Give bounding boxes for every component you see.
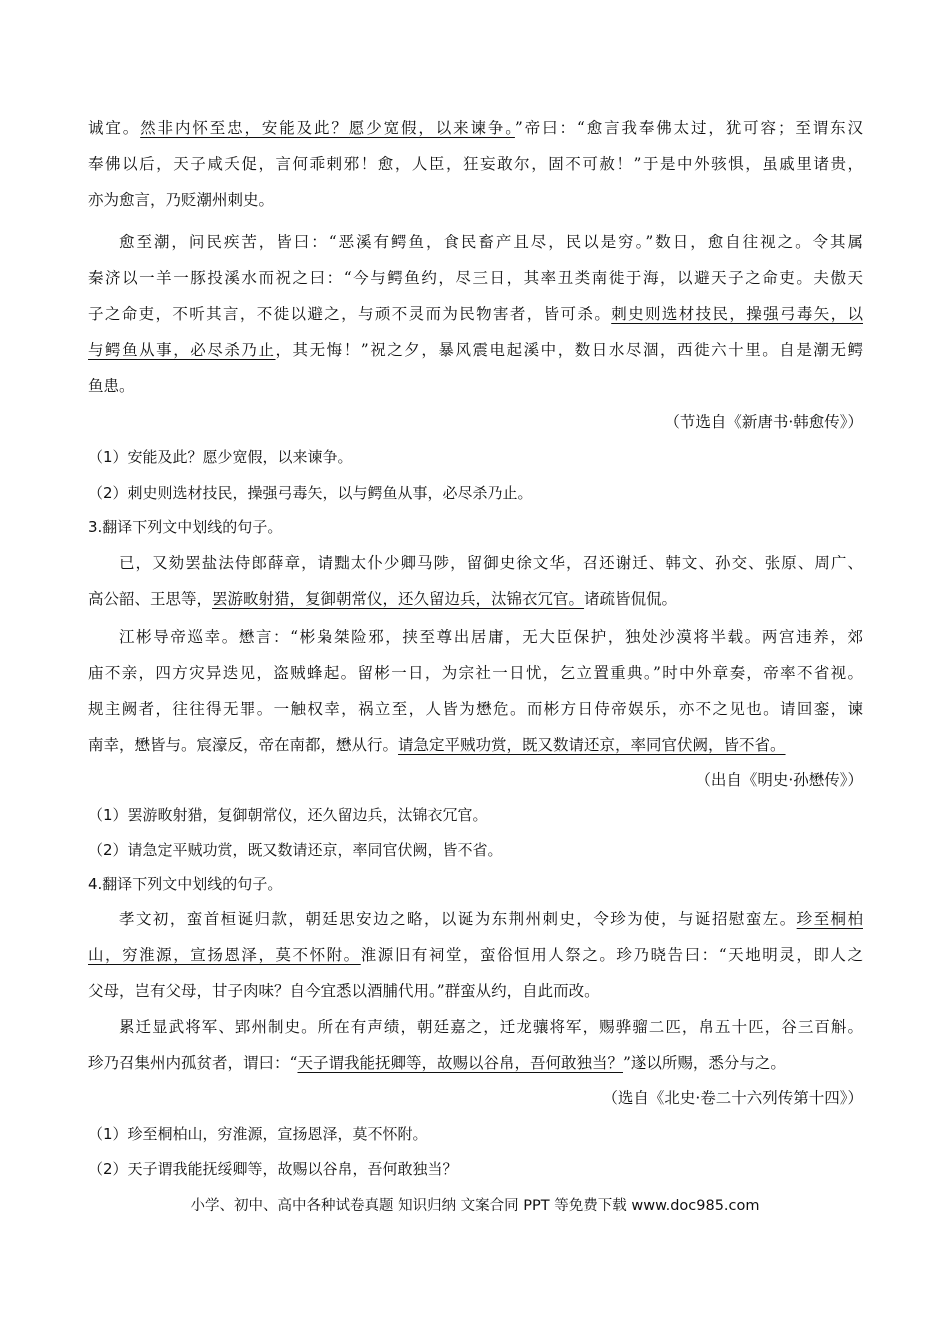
text-line: 父母，岂有父母，甘子肉味？自今宜悉以酒脯代用。”群蛮从约，自此而改。 [88,982,600,1000]
question-heading: 3.翻译下列文中划线的句子。 [88,518,283,536]
text-line: 累迁显武将军、郢州制史。所在有声绩，朝廷嘉之，迁龙骧将军，赐骅骝二匹，帛五十匹，谷三百斛。 [119,1018,863,1036]
answer-line: （2）天子谓我能抚绥卿等，故赐以谷帛，吾何敢独当？ [88,1160,458,1178]
text-line: 孝文初，蛮首桓诞归款，朝廷思安边之略，以诞为东荆州刺史，令珍为使，与诞招慰蛮左。珍至桐柏 [119,910,863,928]
source-citation: （出自《明史·孙懋传》） [695,771,863,789]
answer-line: （1）罢游畋射猎，复御朝常仪，还久留边兵，汰锦衣冗官。 [88,806,488,824]
text-line: 亦为愈言，乃贬潮州刺史。 [88,191,275,209]
text-line: 奉佛以后，天子咸夭促，言何乖剌邪！愈，人臣，狂妄敢尔，固不可赦！”于是中外骇惧，虽戚里诸贵， [88,155,863,173]
text-line: 鱼患。 [88,377,135,395]
text-line: 规主阙者，往往得无罪。一触权幸，祸立至，人皆为懋危。而彬方日侍帝娱乐，亦不之见也。请回銮，谏 [88,700,863,718]
emphasis-dot-char: 孤 [181,1054,197,1072]
underlined-sentence: 山，穷淮源，宣扬恩泽，莫不怀附。 [88,946,361,964]
text-line: 诚宜。然非内怀至忠，安能及此？愿少宽假，以来谏争。”帝曰：“愈言我奉佛太过，犹可容；至谓东汉 [88,119,863,137]
text-line: 子之命吏，不听其言，不徙以避之，与顽不灵而为民物害者，皆可杀。刺史则选材技民，操强弓毒矢，以 [88,305,863,323]
source-citation: （选自《北史·卷二十六列传第十四》） [602,1089,863,1107]
underlined-sentence: 天子谓我能抚卿等，故赐以谷帛，吾何敢独当？ [297,1054,623,1072]
underlined-sentence: 然非内怀至忠，安能及此？愿少宽假，以来谏争。 [140,119,515,137]
text-line: 愈至潮，问民疾苦，皆曰：“恶溪有鳄鱼，食民畜产且尽，民以是穷。”数日，愈自往视之。令其属 [119,233,863,251]
text-line: 与鳄鱼从事，必尽杀乃止，其无悔！”祝之夕，暴风震电起溪中，数日水尽涸，西徙六十里。自是潮无鳄 [88,341,863,359]
text-line: 珍乃召集州内孤贫者，谓曰：“天子谓我能抚卿等，故赐以谷帛，吾何敢独当？”遂以所赐，悉分与之。 [88,1054,786,1072]
page-footer: 小学、初中、高中各种试卷真题 知识归纳 文案合同 PPT 等免费下载 www.doc985.com [190,1198,760,1214]
text-line: 秦济以一羊一豚投溪水而祝之曰：“今与鳄鱼约，尽三日，其率丑类南徙于海，以避天子之命吏。夫傲天 [88,269,863,287]
answer-line: （1）安能及此？愿少宽假，以来谏争。 [88,448,353,466]
text-line: 高公韶、王思等，罢游畋射猎，复御朝常仪，还久留边兵，汰锦衣冗官。诸疏皆侃侃。 [88,590,678,608]
answer-line: （2）刺史则选材技民，操强弓毒矢，以与鳄鱼从事，必尽杀乃止。 [88,484,533,502]
underlined-sentence: 请急定平贼功赏，既又数请还京，率同官伏阙，皆不省。 [398,736,786,754]
text-line: 庙不亲，四方灾异迭见，盗贼蜂起。留彬一日，为宗社一日忧，乞立置重典。”时中外章奏，帝率不省视。 [88,664,863,682]
question-heading: 4.翻译下列文中划线的句子。 [88,875,283,893]
text-line: 山，穷淮源，宣扬恩泽，莫不怀附。淮源旧有祠堂，蛮俗恒用人祭之。珍乃晓告曰：“天地明灵，即人之 [88,946,863,964]
text-line: 已，又劾罢盐法侍郎薛章，请黜太仆少卿马陟，留御史徐文华，召还谢迁、韩文、孙交、张原、周广、 [119,554,863,572]
answer-line: （1）珍至桐柏山，穷淮源，宣扬恩泽，莫不怀附。 [88,1125,428,1143]
emphasis-dot-char: 贫 [196,1054,213,1072]
underlined-sentence: 罢游畋射猎，复御朝常仪，还久留边兵，汰锦衣冗官。 [212,590,585,608]
underlined-sentence: 刺史则选材技民，操强弓毒矢，以 [611,305,863,323]
underlined-sentence: 珍至桐柏 [796,910,863,928]
answer-line: （2）请急定平贼功赏，既又数请还京，率同官伏阙，皆不省。 [88,841,503,859]
text-line: 江彬导帝巡幸。懋言：“彬枭桀险邪，挟至尊出居庸，无大臣保护，独处沙漠将半载。两宫违养，郊 [119,628,863,646]
underlined-sentence: 与鳄鱼从事，必尽杀乃止 [88,341,276,359]
source-citation: （节选自《新唐书·韩愈传》） [664,413,863,431]
text-line: 南幸，懋皆与。宸濠反，帝在南都，懋从行。请急定平贼功赏，既又数请还京，率同官伏阙，皆不省。 [88,736,786,754]
